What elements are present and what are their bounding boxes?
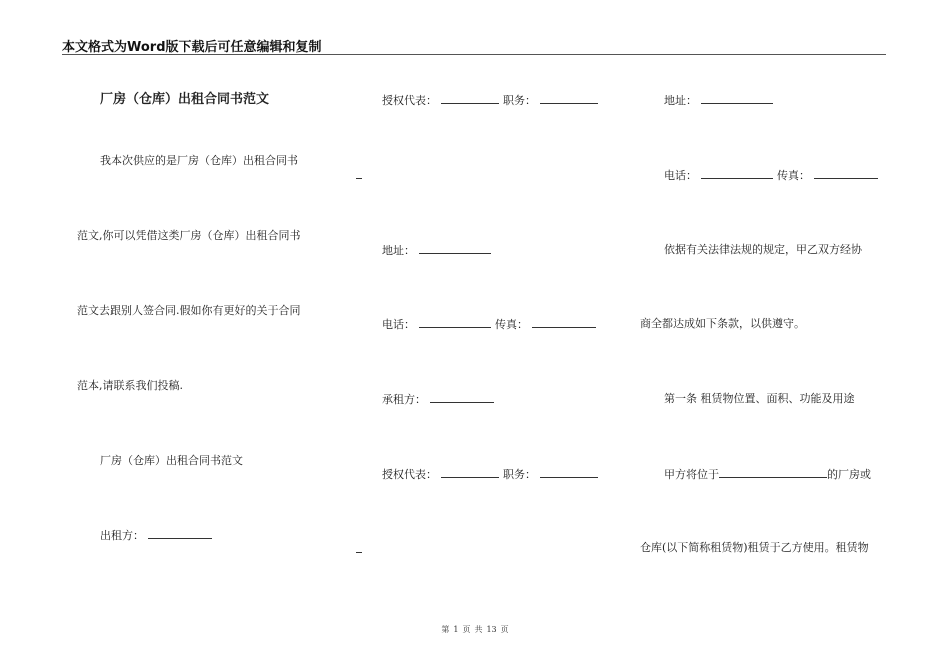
intro-line-2: 范文,你可以凭借这类厂房（仓库）出租合同书 [77, 229, 301, 242]
para1-line-1: 依据有关法律法规的规定，甲乙双方经协 [664, 243, 862, 256]
rep2-title-blank [540, 467, 598, 478]
col3-addr-field [664, 93, 777, 108]
para2-line-1 [664, 467, 871, 482]
document-header: 本文格式为Word版下载后可任意编辑和复制 [62, 40, 322, 55]
rep2-blank [441, 467, 499, 478]
col3-addr-blank [701, 93, 773, 104]
rep1-title-blank [540, 93, 598, 104]
contract-subtitle: 厂房（仓库）出租合同书范文 [100, 454, 243, 467]
rep1-blank [441, 93, 499, 104]
addr-field [382, 243, 495, 258]
col3-phone-fax-field [664, 168, 882, 183]
column-dash-mark [356, 552, 362, 553]
col3-addr-label: 地址： [664, 94, 697, 107]
lessor-field [100, 528, 216, 543]
phone-fax-field [382, 317, 600, 332]
addr-blank [419, 243, 491, 254]
article1-heading: 第一条 租赁物位置、面积、功能及用途 [664, 392, 855, 405]
footer-mid2: 共 [474, 625, 483, 634]
document-title: 厂房（仓库）出租合同书范文 [100, 92, 270, 107]
para2-line-1-a: 甲方将位于 [664, 468, 719, 481]
footer-prefix: 第 [441, 625, 450, 634]
para1-line-2: 商全都达成如下条款，以供遵守。 [640, 317, 805, 330]
fax-blank [532, 317, 596, 328]
page-footer [0, 624, 950, 635]
lessor-label: 出租方： [100, 529, 144, 542]
location-blank [719, 467, 827, 478]
para2-line-1-b: 的厂房或 [827, 468, 871, 481]
intro-line-1: 我本次供应的是厂房（仓库）出租合同书 [100, 154, 298, 167]
lessee-blank [430, 392, 494, 403]
footer-page-number: 1 [453, 625, 459, 634]
addr-label: 地址： [382, 244, 415, 257]
rep2-title-label: 职务： [503, 468, 536, 481]
footer-total-pages: 13 [486, 625, 497, 634]
col3-phone-blank [701, 168, 773, 179]
col3-fax-label: 传真： [777, 169, 810, 182]
footer-suffix: 页 [500, 625, 509, 634]
column-dash-mark [356, 178, 362, 179]
header-rule [62, 54, 886, 55]
lessor-blank [148, 528, 212, 539]
rep1-label: 授权代表： [382, 94, 437, 107]
rep1-field [382, 93, 602, 108]
intro-line-4: 范本,请联系我们投稿. [77, 379, 183, 392]
col3-phone-label: 电话： [664, 169, 697, 182]
rep1-title-label: 职务： [503, 94, 536, 107]
fax-label: 传真： [495, 318, 528, 331]
para2-line-2: 仓库(以下简称租赁物)租赁于乙方使用。租赁物 [640, 541, 869, 554]
phone-blank [419, 317, 491, 328]
footer-mid1: 页 [462, 625, 471, 634]
col3-fax-blank [814, 168, 878, 179]
intro-line-3: 范文去跟别人签合同.假如你有更好的关于合同 [77, 304, 301, 317]
rep2-field [382, 467, 602, 482]
rep2-label: 授权代表： [382, 468, 437, 481]
lessee-label: 承租方： [382, 393, 426, 406]
phone-label: 电话： [382, 318, 415, 331]
lessee-field [382, 392, 498, 407]
